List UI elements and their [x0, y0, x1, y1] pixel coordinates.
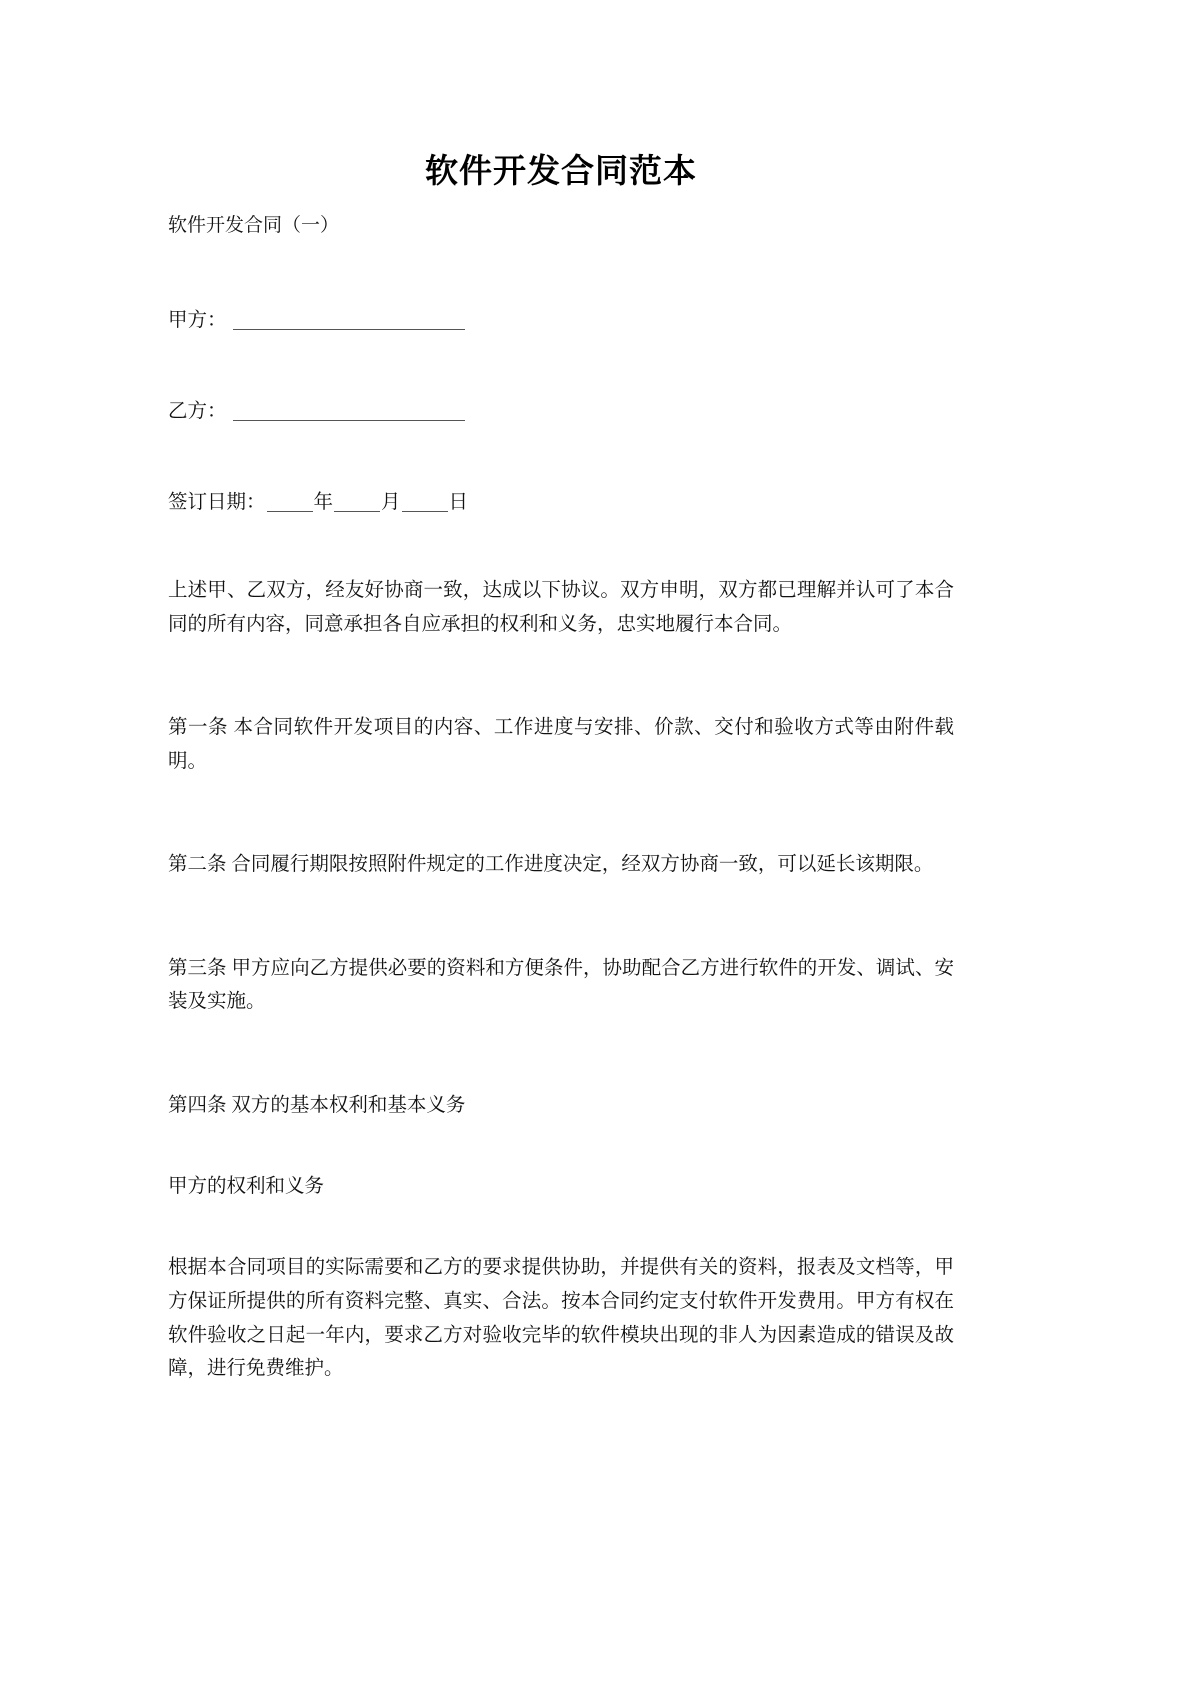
clause-1	[168, 711, 954, 778]
clause-2-text: 合同履行期限按照附件规定的工作进度决定，经双方协商一致，可以延长该期限。	[231, 854, 934, 876]
clause-4-text: 双方的基本权利和基本义务	[231, 1094, 466, 1116]
sign-date-month-unit: 月	[381, 491, 401, 513]
clause-3	[168, 952, 954, 1019]
clause-3-text: 甲方应向乙方提供必要的资料和方便条件，协助配合乙方进行软件的开发、调试、安装及实施。	[168, 957, 954, 1013]
clause-4-number: 第四条	[168, 1094, 227, 1116]
party-b-field	[168, 395, 954, 428]
sign-date-day-blank[interactable]	[402, 511, 448, 512]
party-b-blank[interactable]	[233, 420, 465, 421]
clause-2	[168, 848, 954, 882]
sign-date-field	[168, 486, 954, 519]
clause-1-text: 本合同软件开发项目的内容、工作进度与安排、价款、交付和验收方式等由附件载明。	[168, 717, 954, 772]
clause-2-number: 第二条	[168, 854, 227, 876]
page-title: 软件开发合同范本	[425, 154, 697, 190]
sign-date-year-unit: 年	[313, 491, 334, 513]
spacer	[168, 1019, 954, 1089]
subheading-party-a-rights: 甲方的权利和义务	[168, 1176, 325, 1198]
clause-4	[168, 1089, 954, 1123]
party-a-rights-body: 根据本合同项目的实际需要和乙方的要求提供协助，并提供有关的资料，报表及文档等，甲方保证所提供的所有资料完整、真实、合法。按本合同约定支付软件开发费用。甲方有权在软件验收之日起一年内，要求乙方对验收完毕的软件模块出现的非人为因素造成的错误及故障，进行免费维护。	[168, 1257, 954, 1380]
spacer	[168, 337, 954, 395]
spacer	[168, 428, 954, 486]
party-a-field	[168, 304, 954, 337]
spacer	[168, 778, 954, 848]
spacer	[168, 242, 954, 304]
document-content	[168, 0, 954, 1386]
party-a-blank[interactable]	[233, 329, 465, 330]
spacer	[168, 519, 954, 574]
sign-date-month-blank[interactable]	[334, 511, 380, 512]
spacer	[168, 1203, 954, 1251]
sign-date-day-unit: 日	[448, 491, 469, 513]
sign-date-year-blank[interactable]	[267, 511, 313, 512]
party-a-label: 甲方：	[168, 309, 227, 331]
spacer	[168, 882, 954, 952]
sign-date-label: 签订日期：	[168, 491, 266, 513]
spacer	[168, 641, 954, 711]
spacer	[168, 1122, 954, 1170]
document-subtitle: 软件开发合同（一）	[168, 215, 340, 237]
party-b-label: 乙方：	[168, 400, 227, 422]
clause-3-number: 第三条	[168, 957, 227, 979]
preamble-paragraph: 上述甲、乙双方，经友好协商一致，达成以下协议。双方申明，双方都已理解并认可了本合同的所有内容，同意承担各自应承担的权利和义务，忠实地履行本合同。	[168, 580, 954, 635]
clause-1-number: 第一条	[168, 717, 229, 739]
